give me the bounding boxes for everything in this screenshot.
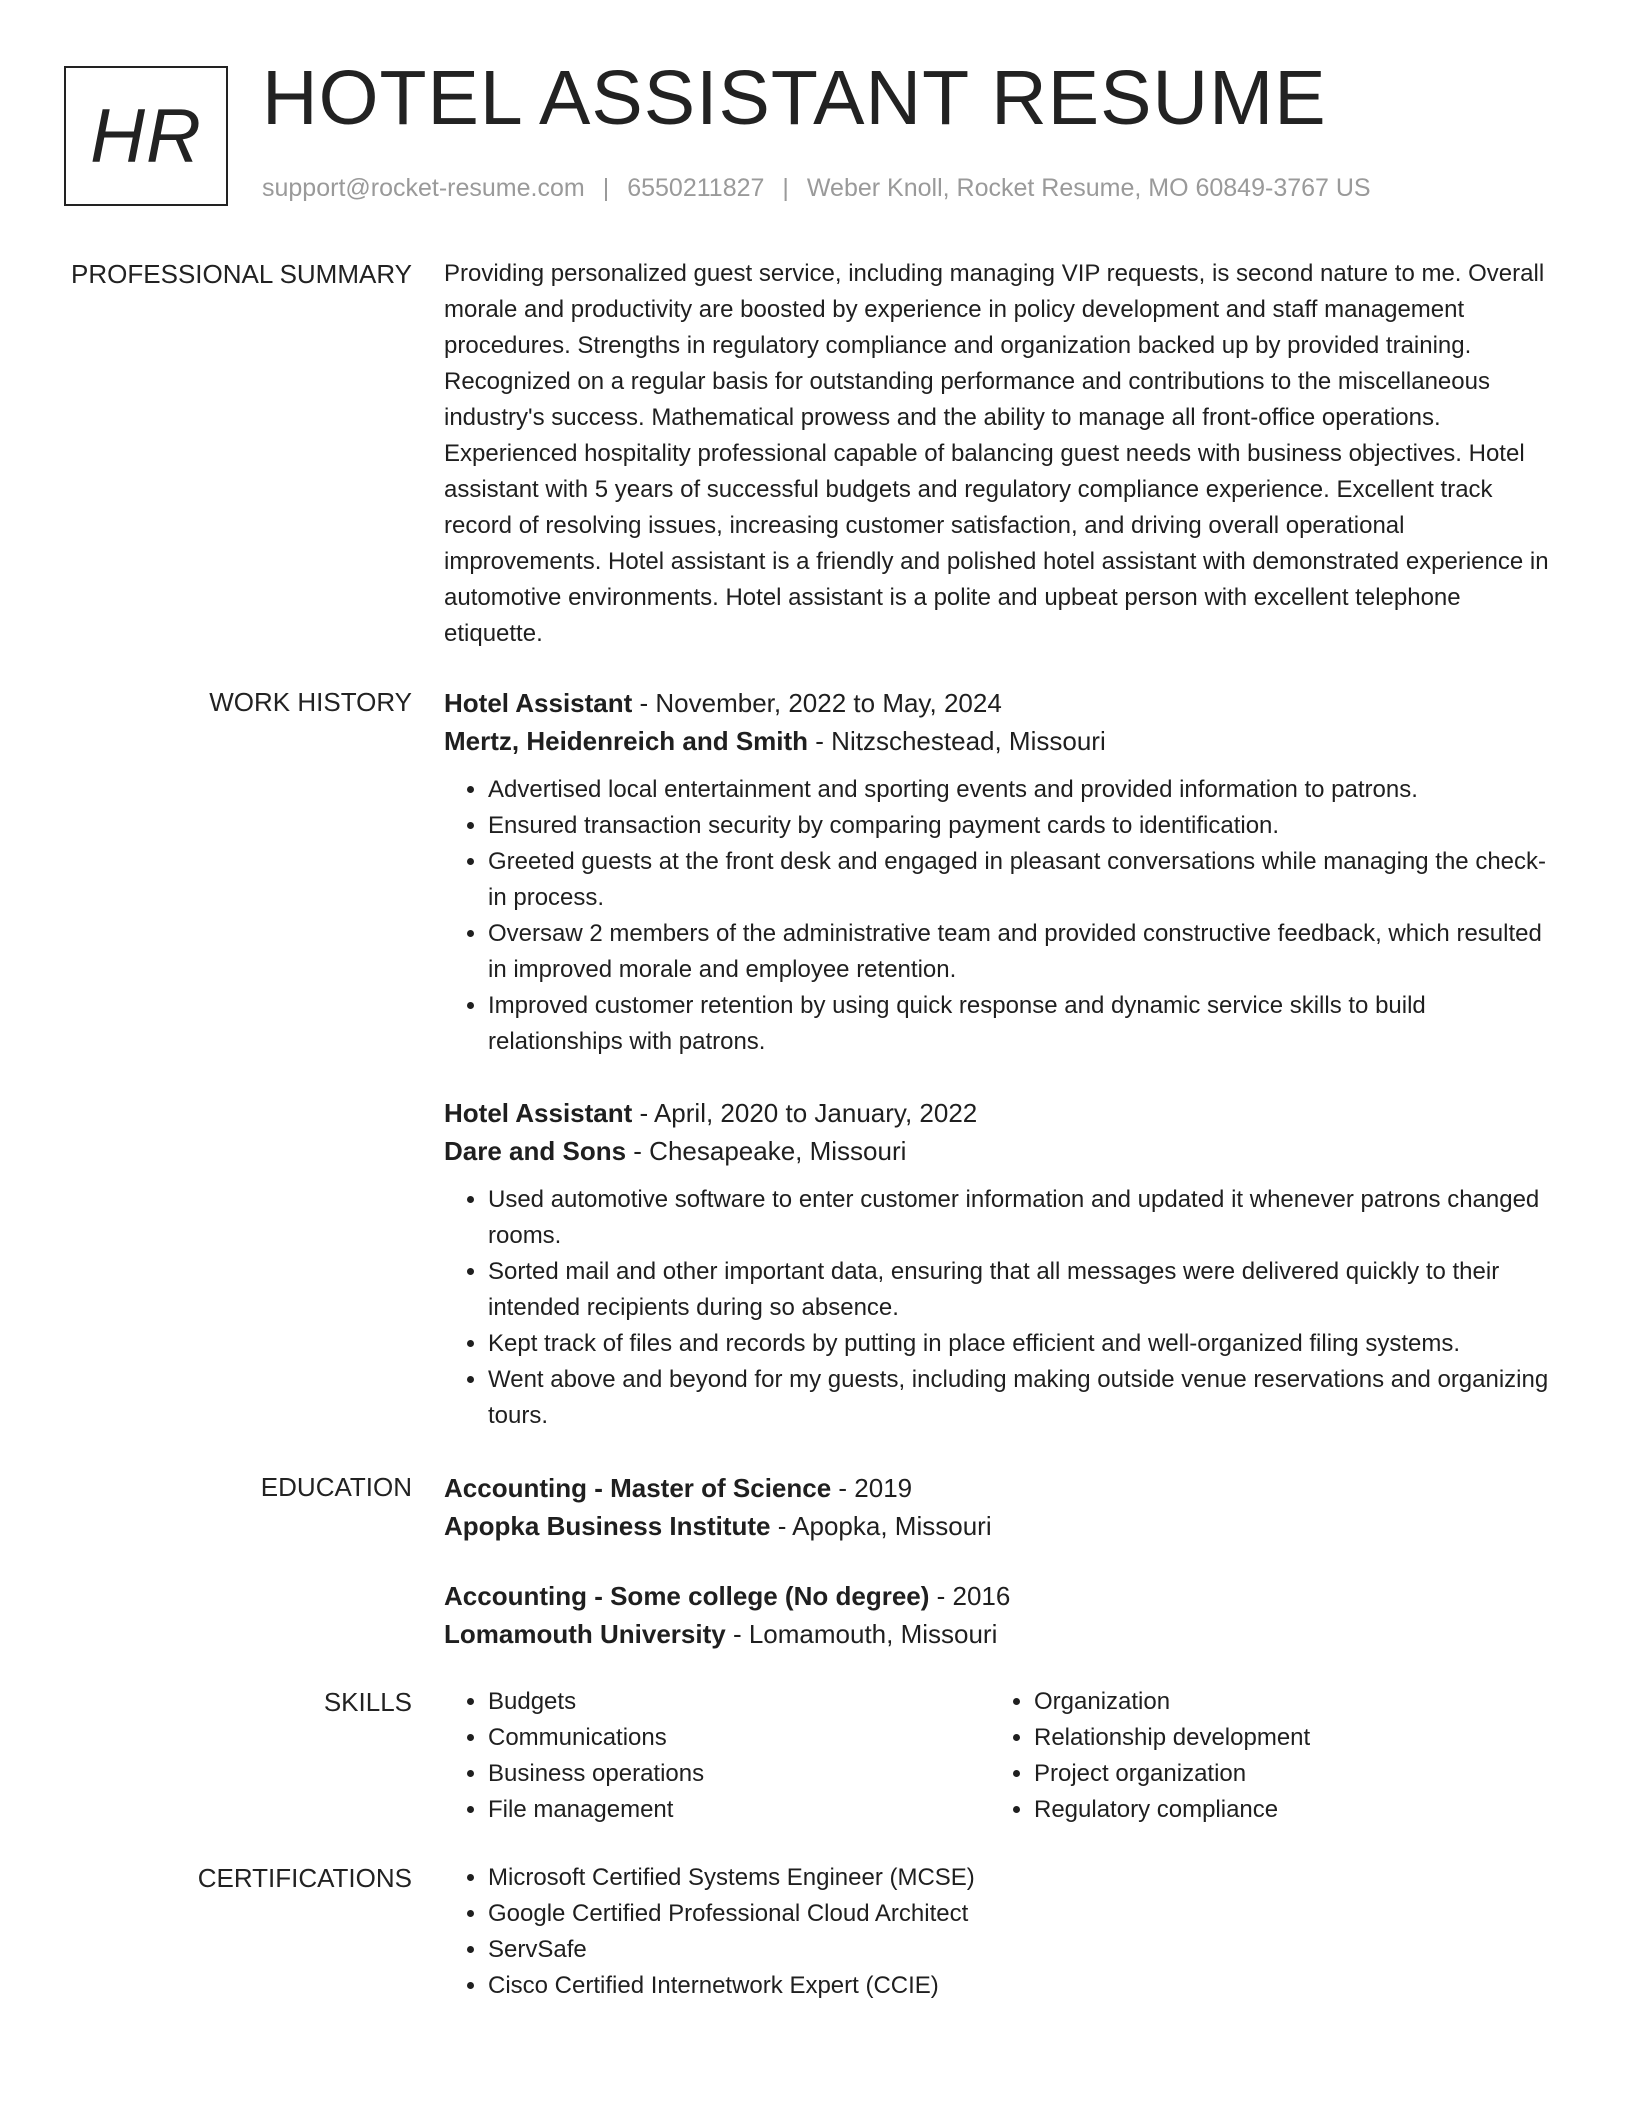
job-company-line	[444, 722, 1564, 760]
certifications-heading: CERTIFICATIONS	[197, 1863, 412, 1893]
education-body	[444, 1469, 1564, 1653]
education-year: - 2019	[831, 1473, 913, 1503]
education-school-line	[444, 1507, 1564, 1545]
job-title-line	[444, 1094, 1564, 1132]
work-history-heading: WORK HISTORY	[209, 687, 412, 717]
education-location: - Apopka, Missouri	[770, 1511, 992, 1541]
job-bullet: • Ensured transaction security by comparing payment cards to identification.	[488, 808, 1564, 844]
contact-phone[interactable]: 6550211827	[627, 174, 765, 202]
certifications-body	[444, 1860, 1564, 2004]
job-bullet: • Used automotive software to enter customer information and updated it whenever patrons changed rooms.	[488, 1182, 1564, 1254]
job-company: Dare and Sons	[444, 1136, 627, 1166]
contact-line	[262, 174, 1371, 203]
monogram-logo	[64, 66, 228, 206]
skill-item: • Communications	[488, 1720, 990, 1756]
education-school: Lomamouth University	[444, 1619, 726, 1649]
skills-list-left	[444, 1684, 990, 1828]
job-company-line	[444, 1132, 1564, 1170]
skill-item: • Organization	[1034, 1684, 1536, 1720]
monogram-text: HR	[90, 93, 202, 179]
skill-item: • Regulatory compliance	[1034, 1792, 1536, 1828]
job-dates: - April, 2020 to January, 2022	[632, 1098, 978, 1128]
skills-heading: SKILLS	[323, 1687, 412, 1717]
education-location: - Lomamouth, Missouri	[725, 1619, 998, 1649]
skill-item: • Project organization	[1034, 1756, 1536, 1792]
job-location: - Chesapeake, Missouri	[626, 1136, 907, 1166]
certification-item: • Cisco Certified Internetwork Expert (CCIE)	[488, 1968, 1564, 2004]
skills-grid	[444, 1684, 1564, 1828]
certifications-list	[444, 1860, 1564, 2004]
job-bullet: • Sorted mail and other important data, ensuring that all messages were delivered quickly to their intended recipients during so absence.	[488, 1254, 1564, 1326]
education-school-line	[444, 1615, 1564, 1653]
education-degree-line	[444, 1469, 1564, 1507]
contact-separator: |	[602, 174, 610, 202]
skills-body	[444, 1684, 1564, 1828]
contact-address: Weber Knoll, Rocket Resume, MO 60849-3767 US	[806, 174, 1371, 202]
job-location: - Nitzschestead, Missouri	[808, 726, 1106, 756]
summary-heading: PROFESSIONAL SUMMARY	[71, 259, 412, 289]
education-entry	[444, 1577, 1564, 1653]
job-entry	[444, 684, 1564, 1060]
job-title: Hotel Assistant	[444, 688, 633, 718]
job-bullets	[444, 1182, 1564, 1434]
certification-item: • ServSafe	[488, 1932, 1564, 1968]
education-degree-line	[444, 1577, 1564, 1615]
contact-email[interactable]: support@rocket-resume.com	[262, 174, 585, 202]
education-heading: EDUCATION	[260, 1472, 412, 1502]
education-year: - 2016	[929, 1581, 1011, 1611]
job-bullet: • Advertised local entertainment and sporting events and provided information to patrons.	[488, 772, 1564, 808]
job-bullet: • Greeted guests at the front desk and engaged in pleasant conversations while managing the check-in process.	[488, 844, 1564, 916]
job-entry	[444, 1094, 1564, 1434]
job-bullet: • Oversaw 2 members of the administrative team and provided constructive feedback, which resulted in improved morale and employee retention.	[488, 916, 1564, 988]
resume-title: HOTEL ASSISTANT RESUME	[262, 55, 1327, 141]
education-degree: Accounting - Master of Science	[444, 1473, 832, 1503]
job-company: Mertz, Heidenreich and Smith	[444, 726, 809, 756]
work-history-body	[444, 684, 1564, 1434]
job-dates: - November, 2022 to May, 2024	[632, 688, 1002, 718]
job-bullet: • Kept track of files and records by putting in place efficient and well-organized filing systems.	[488, 1326, 1564, 1362]
summary-body	[444, 256, 1564, 652]
certification-item: • Microsoft Certified Systems Engineer (MCSE)	[488, 1860, 1564, 1896]
job-title-line	[444, 684, 1564, 722]
job-bullet: • Went above and beyond for my guests, including making outside venue reservations and organizing tours.	[488, 1362, 1564, 1434]
skill-item: • Business operations	[488, 1756, 990, 1792]
education-degree: Accounting - Some college (No degree)	[444, 1581, 930, 1611]
job-bullet: • Improved customer retention by using quick response and dynamic service skills to build relationships with patrons.	[488, 988, 1564, 1060]
skills-list-right	[990, 1684, 1536, 1828]
contact-separator: |	[782, 174, 789, 202]
education-entry	[444, 1469, 1564, 1545]
skill-item: • Relationship development	[1034, 1720, 1536, 1756]
job-title: Hotel Assistant	[444, 1098, 633, 1128]
education-school: Apopka Business Institute	[444, 1511, 771, 1541]
certification-item: • Google Certified Professional Cloud Architect	[488, 1896, 1564, 1932]
summary-text: Providing personalized guest service, including managing VIP requests, is second nature to me. Overall morale and productivity are boosted by experience in policy development and staff management procedures. Strengths in regulatory compliance and organization backed up by provided training. Recognized on a regular basis for outstanding performance and contributions to the miscellaneous industry's success. Mathematical prowess and the ability to manage all front-office operations. Experienced hospitality professional capable of balancing guest needs with business objectives. Hotel assistant with 5 years of successful budgets and regulatory compliance experience. Excellent track record of resolving issues, increasing customer satisfaction, and driving overall operational improvements. Hotel assistant is a friendly and polished hotel assistant with demonstrated experience in automotive environments. Hotel assistant is a polite and upbeat person with excellent telephone etiquette.	[444, 260, 1549, 647]
skill-item: • Budgets	[488, 1684, 990, 1720]
skill-item: • File management	[488, 1792, 990, 1828]
job-bullets	[444, 772, 1564, 1060]
